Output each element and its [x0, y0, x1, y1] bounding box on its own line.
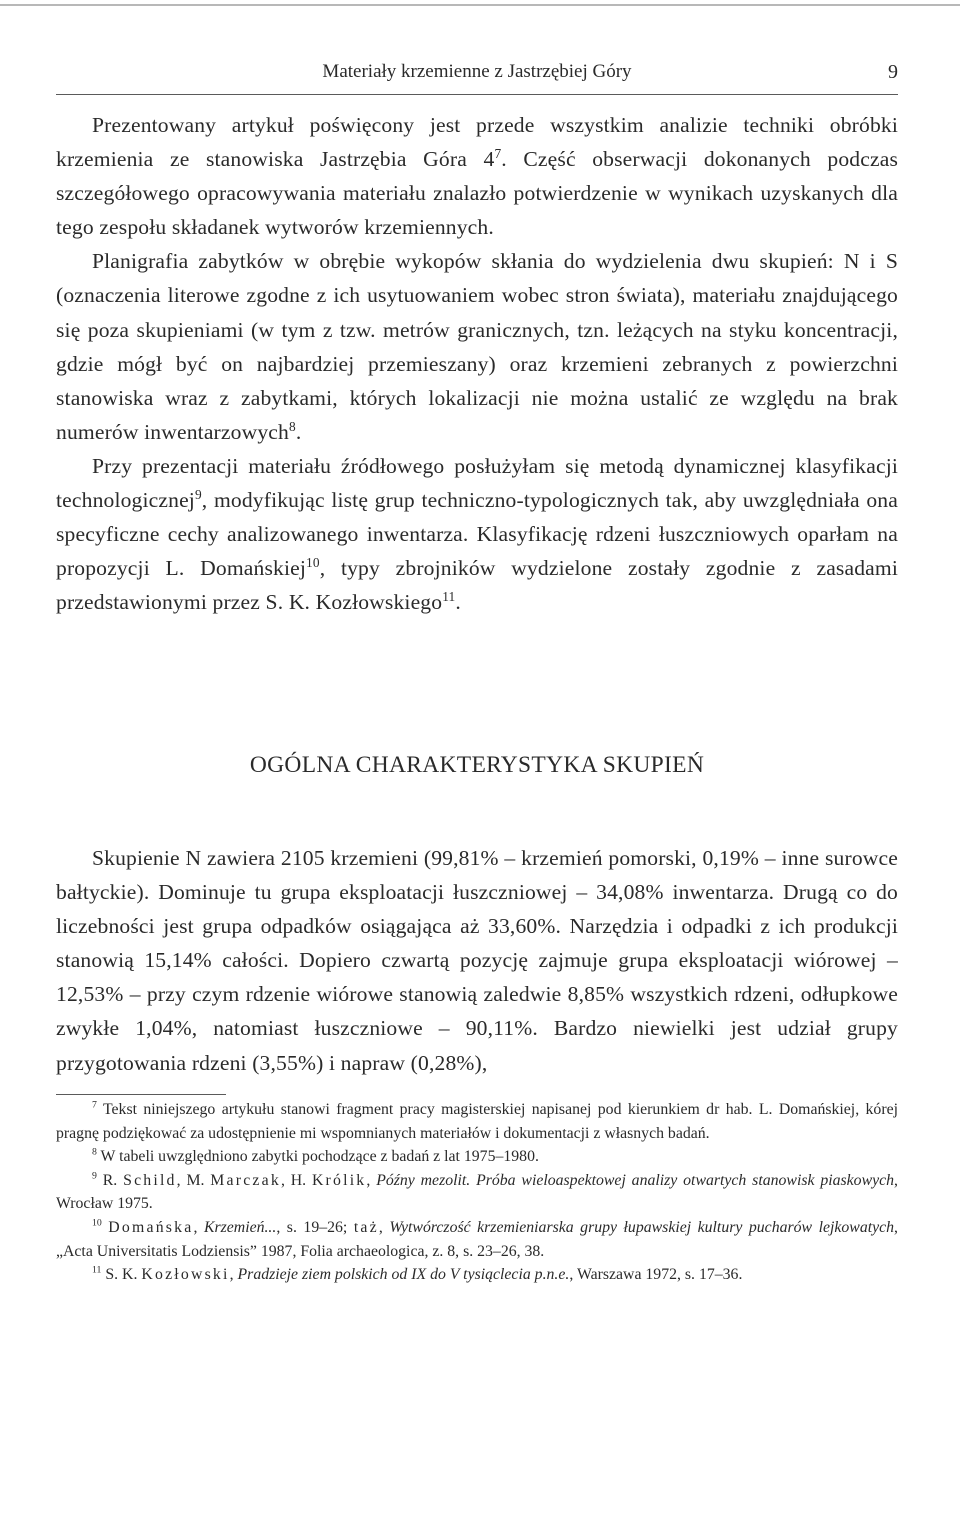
paragraph-intro: Prezentowany artykuł poświęcony jest przede wszystkim analizie techniki obróbki krzemienia ze stanowiska Jastrzębia Góra $4^7$. Część obserwacji dokonanych podczas szczegółowego opracowywania materiału znalazło potwierdzenie w wynikach uzyskanych dla tego zespołu składanek wytworów krzemiennych.: [56, 113, 899, 240]
footnote-11: $^{11}$ S. K. Kozłowski, Pradzieje ziem polskich od IX do V tysiąclecia p.n.e., Warszawa 1972, s. 17–36.: [92, 1264, 743, 1284]
body-text: [56, 108, 898, 619]
footnote-number: 8: [92, 1146, 97, 1158]
footnote-number: 7: [92, 1099, 97, 1111]
footnote-10: $^{10}$ Domańska, Krzemień..., s. 19–26; taż, Wytwórczość krzemieniarska grupy łupawskiej kultury pucharów lejkowatych, „Acta Universitatis Lodziensis” 1987, Folia archaeologica, z. 8, s. 23–26, 38.: [56, 1217, 898, 1260]
page-header: [56, 60, 898, 95]
footnote-separator: [56, 1094, 226, 1095]
running-title: Materiały krzemienne z Jastrzębiej Góry: [322, 61, 632, 82]
footnote-number: 10: [92, 1217, 102, 1229]
footnote-ref-9[interactable]: 9: [194, 486, 202, 502]
footnote-ref-10[interactable]: 10: [306, 555, 320, 571]
footnote-9: $^9$ R. Schild, M. Marczak, H. Królik, Późny mezolit. Próba wieloaspektowej analizy otwartych stanowisk piaskowych, Wrocław 1975.: [56, 1170, 898, 1213]
top-edge-rule: [0, 4, 960, 6]
page-number: 9: [888, 61, 898, 83]
section-text: [56, 841, 898, 1080]
section-heading: OGÓLNA CHARAKTERYSTYKA SKUPIEŃ: [249, 752, 705, 778]
footnotes: [56, 1098, 898, 1287]
footnote-7: $^7$ Tekst niniejszego artykułu stanowi fragment pracy magisterskiej napisanej pod kierunkiem dr hab. L. Domańskiej, kórej pragnę podziękować za udostępnienie mi wspomnianych materiałów i dokumentacji z własnych badań.: [56, 1099, 898, 1142]
footnote-number: 11: [92, 1264, 102, 1276]
footnote-ref-7[interactable]: 7: [494, 145, 502, 161]
footnote-ref-11[interactable]: 11: [442, 589, 456, 605]
footnote-8: $^8$ W tabeli uwzględniono zabytki pochodzące z badań z lat 1975–1980.: [92, 1146, 539, 1166]
footnote-number: 9: [92, 1170, 97, 1182]
footnote-ref-8[interactable]: 8: [288, 418, 296, 434]
paragraph-cluster-n: Skupienie N zawiera 2105 krzemieni (99,81% – krzemień pomorski, 0,19% – inne surowce bałtyckie). Dominuje tu grupa eksploatacji łuszczniowej – 34,08% inwentarza. Drugą co do liczebności jest grupa odpadków osiągająca aż 33,60%. Narzędzia i odpadki z ich produkcji stanowią 15,14% całości. Dopiero czwartą pozycję zajmuje grupa eksploatacji wiórowej – 12,53% – przy czym rdzenie wiórowe stanowią zaledwie 8,85% wszystkich rdzeni, odłupkowe zwykłe 1,04%, natomiast łuszczniowe – 90,11%. Bardzo niewielki jest udział grupy przygotowania rdzeni (3,55%) i napraw (0,28%),: [56, 846, 898, 1075]
paragraph-planigraphy: Planigrafia zabytków w obrębie wykopów skłania do wydzielenia dwu skupień: N i S (oznaczenia literowe zgodne z ich usytuowaniem wobec stron świata), materiału znajdującego się poza skupieniami (w tym z tzw. metrów granicznych, tzn. leżących na styku koncentracji, gdzie mógł być on najbardziej przemieszany) oraz krzemieni zebranych z powierzchni stanowiska wraz z zabytkami, których lokalizacji nie można ustalić ze względu na brak numerów inwentarzowych$^8$.: [56, 249, 898, 444]
paragraph-classification: Przy prezentacji materiału źródłowego posłużyłam się metodą dynamicznej klasyfikacji technologicznej$^9$, modyfikując listę grup techniczno-typologicznych tak, aby uwzględniała ona specyficzne cechy analizowanego inwentarza. Klasyfikację rdzeni łuszczniowych oparłam na propozycji L. Domańskiej$^{10}$, typy zbrojników wydzielone zostały zgodnie z zasadami przedstawionymi przez S. K. Kozłowskiego$^{11}$.: [56, 453, 898, 615]
